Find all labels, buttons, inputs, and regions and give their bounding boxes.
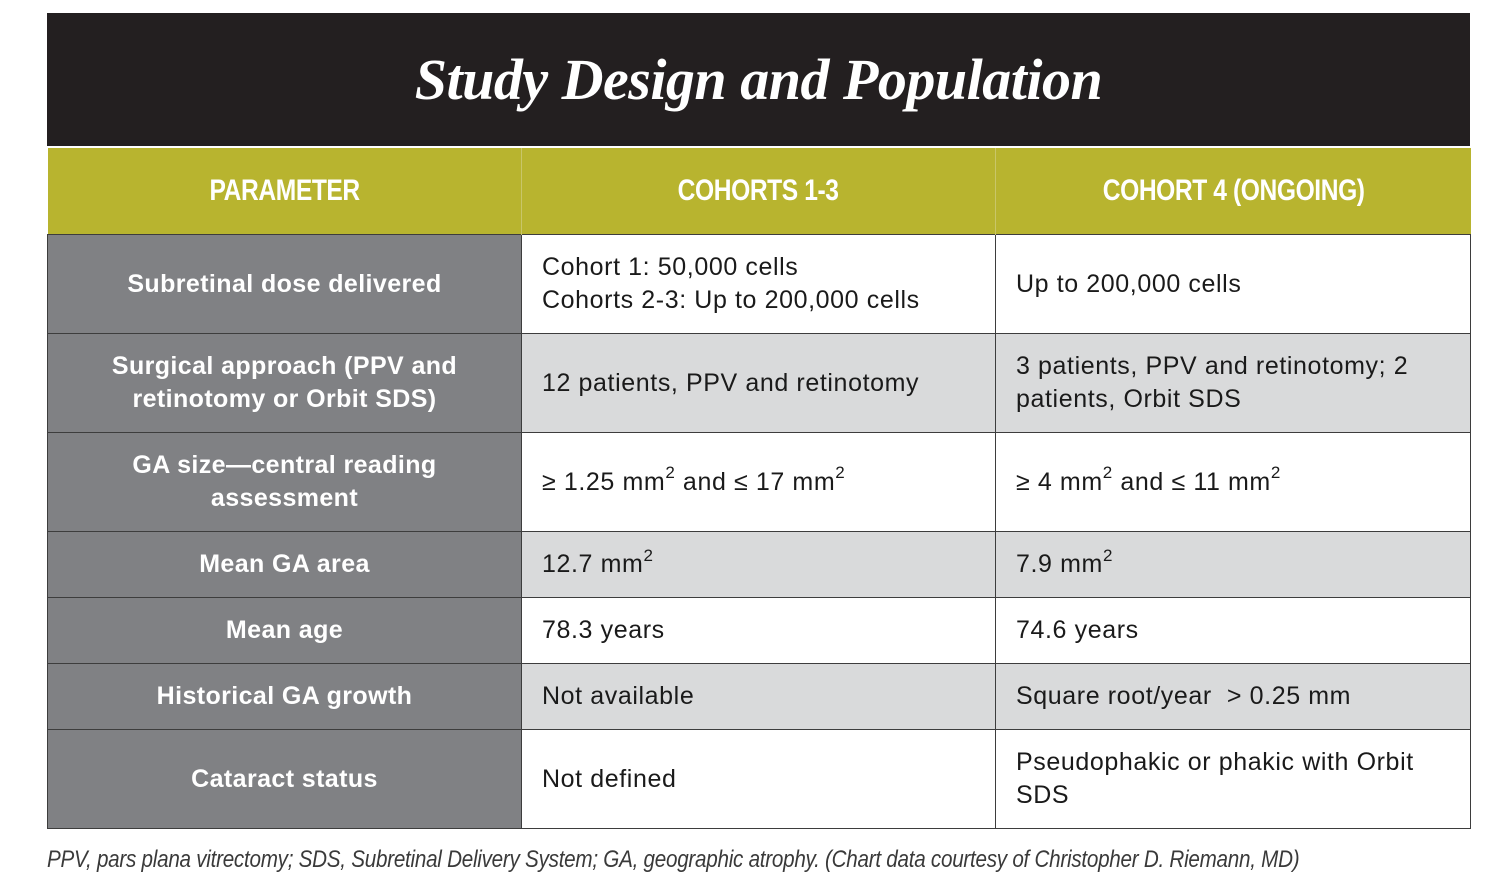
table-row (48, 664, 1471, 730)
table-row (48, 730, 1471, 829)
study-table-figure (47, 13, 1470, 832)
cohorts-1-3-cell (522, 235, 996, 334)
cohorts-1-3-cell: 78.3 years (522, 598, 996, 664)
figure-title: Study Design and Population (47, 13, 1470, 146)
row-parameter: Mean age (48, 598, 522, 664)
cohort-4-cell: 7.9 $mm^2$ (996, 532, 1471, 598)
table-row (48, 532, 1471, 598)
header-cohort-4: COHORT 4 (ONGOING) (996, 147, 1471, 235)
header-parameter: PARAMETER (48, 147, 522, 235)
cohorts-1-3-cell: Not available (522, 664, 996, 730)
row-parameter: GA size—central reading assessment (48, 433, 522, 532)
table-footnote: PPV, pars plana vitrectomy; SDS, Subretinal Delivery System; GA, geographic atrophy. (Chart data courtesy of Christopher D. Riemann, MD) (47, 846, 1300, 873)
study-design-table (47, 146, 1471, 829)
cohort-4-cell: ≥ 4 $mm^2$ and ≤ 11 $mm^2$ (996, 433, 1471, 532)
row-parameter: Cataract status (48, 730, 522, 829)
cohort-4-cell: Up to 200,000 cells (996, 235, 1471, 334)
cohorts-1-3-cell: 12.7 $mm^2$ (522, 532, 996, 598)
cohorts-1-3-cell: Not defined (522, 730, 996, 829)
cohort-4-cell: 74.6 years (996, 598, 1471, 664)
cell-line: Cohorts 2-3: Up to 200,000 cells (542, 286, 920, 314)
header-row (48, 147, 1471, 235)
table-row (48, 598, 1471, 664)
row-parameter: Historical GA growth (48, 664, 522, 730)
cohorts-1-3-cell: 12 patients, PPV and retinotomy (522, 334, 996, 433)
row-parameter: Subretinal dose delivered (48, 235, 522, 334)
cell-line: Cohort 1: 50,000 cells (542, 253, 799, 281)
row-parameter: Surgical approach (PPV and retinotomy or Orbit SDS) (48, 334, 522, 433)
header-cohorts-1-3: COHORTS 1-3 (522, 147, 996, 235)
cohort-4-cell: Square root/year > 0.25 mm (996, 664, 1471, 730)
table-row (48, 334, 1471, 433)
row-parameter: Mean GA area (48, 532, 522, 598)
cohorts-1-3-cell: ≥ 1.25 $mm^2$ and ≤ 17 $mm^2$ (522, 433, 996, 532)
cohort-4-cell: Pseudophakic or phakic with Orbit SDS (996, 730, 1471, 829)
table-row (48, 235, 1471, 334)
table-row (48, 433, 1471, 532)
cohort-4-cell: 3 patients, PPV and retinotomy; 2 patients, Orbit SDS (996, 334, 1471, 433)
